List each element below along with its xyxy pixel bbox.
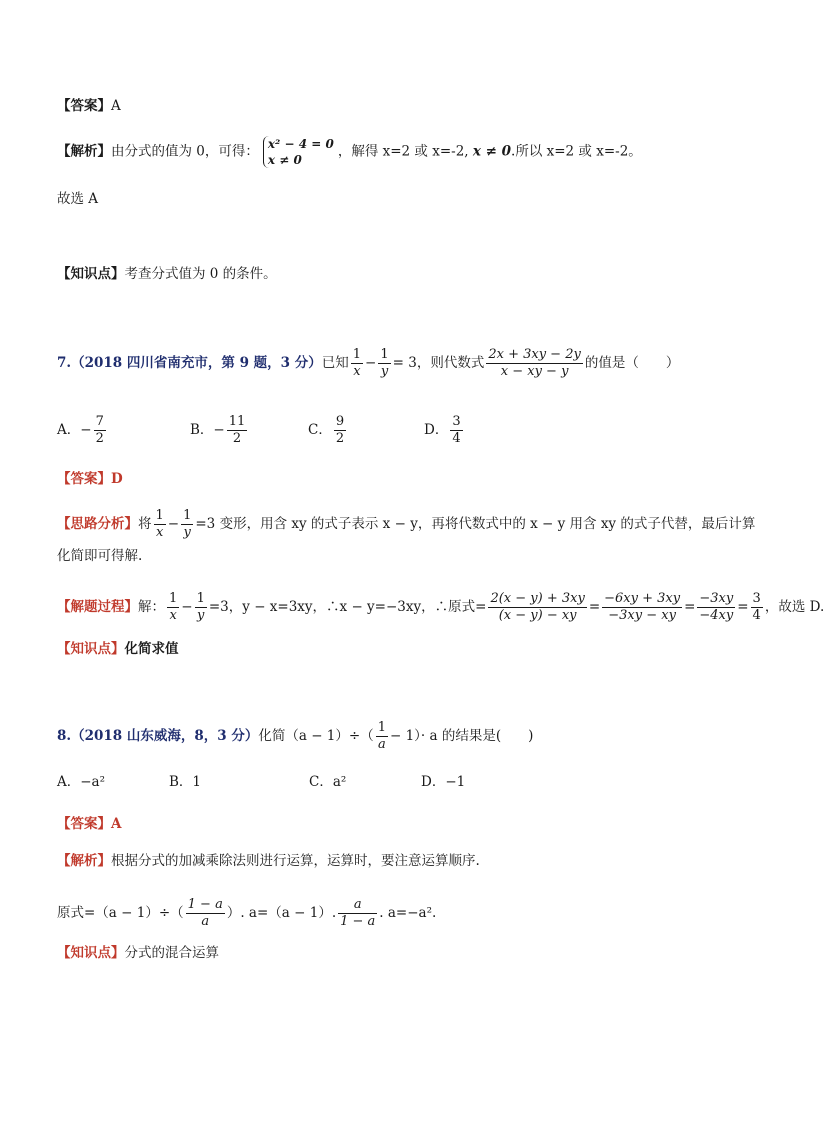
q7-idea-line [57,508,755,541]
fraction [351,347,363,380]
option-b: B．1 [169,774,202,790]
q7-process-line [57,591,824,624]
option-a: A．−a² [57,774,106,790]
denominator: 2 [232,431,242,446]
denominator: −4xy [699,608,734,623]
q6-analysis-line [57,136,642,168]
analysis-label: 【解析】 [57,143,111,160]
fraction [378,347,390,380]
q8-stem [57,720,533,753]
question-source: （2018 山东威海，8，3 分） [71,728,259,744]
knowledge-text: 考查分式值为 0 的条件。 [124,266,277,282]
fraction [488,591,586,624]
denominator: y [197,608,205,623]
minus-sign: − [365,355,377,371]
fraction [751,591,763,624]
denominator: 2 [335,431,345,446]
q8-knowledge-line [57,944,219,962]
q7-knowledge-line [57,640,179,658]
analysis-text: ，解得 x=2 或 x=-2, [337,143,473,160]
answer-value: D [111,471,123,487]
sign: − [80,422,92,438]
q7-options [57,414,465,447]
denominator: y [183,525,191,540]
option-a [57,414,190,447]
equals: = [684,599,696,615]
fraction [338,897,377,930]
denominator: x [169,608,177,623]
denominator: x − xy − y [500,364,569,379]
analysis-label: 【解析】 [57,853,111,869]
numerator: 1 [169,591,178,606]
idea-text: =3 变形，用含 xy 的式子表示 x − y，再将代数式中的 x − y 用含 xy 的式子代替，最后计算 [195,516,756,532]
fraction [227,414,248,447]
numerator: 2x + 3xy − 2y [488,347,581,362]
q6-answer-line [57,97,121,115]
numerator: −3xy [699,591,734,606]
question-source: （2018 四川省南充市，第 9 题，3 分） [71,355,322,371]
expression-fraction [486,347,582,380]
answer-label: 【答案】 [57,98,111,114]
stem-text: 的值是（ ） [584,355,680,371]
denominator: 4 [752,608,761,623]
option-c: C．a² [309,774,347,790]
process-text: =3，y − x=3xy，∴x − y=−3xy，∴原式= [208,599,487,615]
option-label: A． [57,422,81,438]
denominator: a [377,737,386,752]
option-label: B． [190,422,214,438]
fraction [167,591,179,624]
option-b [190,414,308,447]
process-text: 解： [138,599,165,615]
equals: = [737,599,749,615]
q7-answer-line [57,470,123,488]
denominator: 1 − a [340,914,376,929]
stem-text: 已知 [321,355,349,371]
equation-system [263,136,334,168]
denominator: 4 [452,431,461,446]
work-text: . a=−a². [379,905,437,921]
process-label: 【解题过程】 [57,599,138,615]
denominator: x [155,525,164,540]
numerator: 1 [196,591,205,606]
q8-options [57,773,465,791]
stem-text: 化简（a − 1）÷（ [258,728,374,744]
denominator: x [353,364,361,379]
q6-choose-line: 故选 A [57,191,99,207]
numerator: 1 [380,347,389,362]
answer-label: 【答案】 [57,816,111,832]
equals-three: = 3 [392,355,417,371]
answer-value: A [111,98,121,114]
stem-text: ，则代数式 [416,355,485,371]
work-text: ）. a=（a − 1）. [226,905,337,921]
idea-label: 【思路分析】 [57,516,138,532]
knowledge-label: 【知识点】 [57,266,125,282]
fraction [195,591,207,624]
analysis-condition: x ≠ 0 [472,143,512,160]
system-line-1: x² − 4 = 0 [267,137,334,151]
knowledge-text: 分式的混合运算 [124,945,219,961]
stem-text: − 1）· a 的结果是( ) [389,728,534,744]
sign: − [213,422,225,438]
minus-sign: − [167,516,180,532]
numerator: 1 − a [187,897,223,912]
option-label: D． [424,422,449,438]
equals: = [588,599,601,615]
q8-work-line [57,897,436,930]
work-text: 原式=（a − 1）÷（ [57,905,184,921]
option-c [308,414,424,447]
idea-text: 将 [138,516,152,532]
knowledge-text: 化简求值 [124,641,179,657]
q6-knowledge-line [57,265,277,283]
numerator: 3 [452,414,461,429]
denominator: (x − y) − xy [498,608,577,623]
denominator: 2 [95,431,104,446]
numerator: 1 [155,508,164,523]
numerator: 1 [377,720,386,735]
fraction [450,414,462,447]
denominator: −3xy − xy [608,608,676,623]
q7-idea-line-2: 化简即可得解. [57,548,143,564]
knowledge-label: 【知识点】 [57,641,125,657]
analysis-text: .所以 x=2 或 x=-2。 [511,143,642,160]
numerator: 1 [183,508,192,523]
minus-sign: − [181,599,193,615]
question-number: 7. [57,355,72,371]
q7-stem [57,347,679,380]
system-line-2: x ≠ 0 [267,153,302,167]
fraction [94,414,106,447]
knowledge-label: 【知识点】 [57,945,125,961]
numerator: 9 [335,414,345,429]
denominator: y [380,364,389,379]
fraction [376,720,388,753]
fraction [334,414,346,447]
denominator: a [201,914,210,929]
fraction [154,508,166,541]
fraction [186,897,225,930]
fraction [602,591,682,624]
process-text: ，故选 D. [764,599,824,615]
question-number: 8. [57,728,72,744]
numerator: a [338,897,377,914]
numerator: 3 [752,591,761,606]
fraction [181,508,193,541]
answer-value: A [111,816,122,832]
option-d [424,414,465,447]
option-d: D．−1 [421,774,466,790]
answer-label: 【答案】 [57,471,111,487]
q8-analysis-line [57,852,480,870]
numerator: 11 [228,414,246,429]
numerator: 1 [352,347,362,362]
numerator: −6xy + 3xy [604,591,681,606]
analysis-text: 由分式的值为 0，可得： [111,143,259,160]
numerator: 7 [95,414,104,429]
option-label: C． [308,422,332,438]
fraction [697,591,735,624]
q8-answer-line [57,815,121,833]
analysis-text: 根据分式的加减乘除法则进行运算，运算时，要注意运算顺序. [111,853,480,869]
numerator: 2(x − y) + 3xy [490,591,585,606]
